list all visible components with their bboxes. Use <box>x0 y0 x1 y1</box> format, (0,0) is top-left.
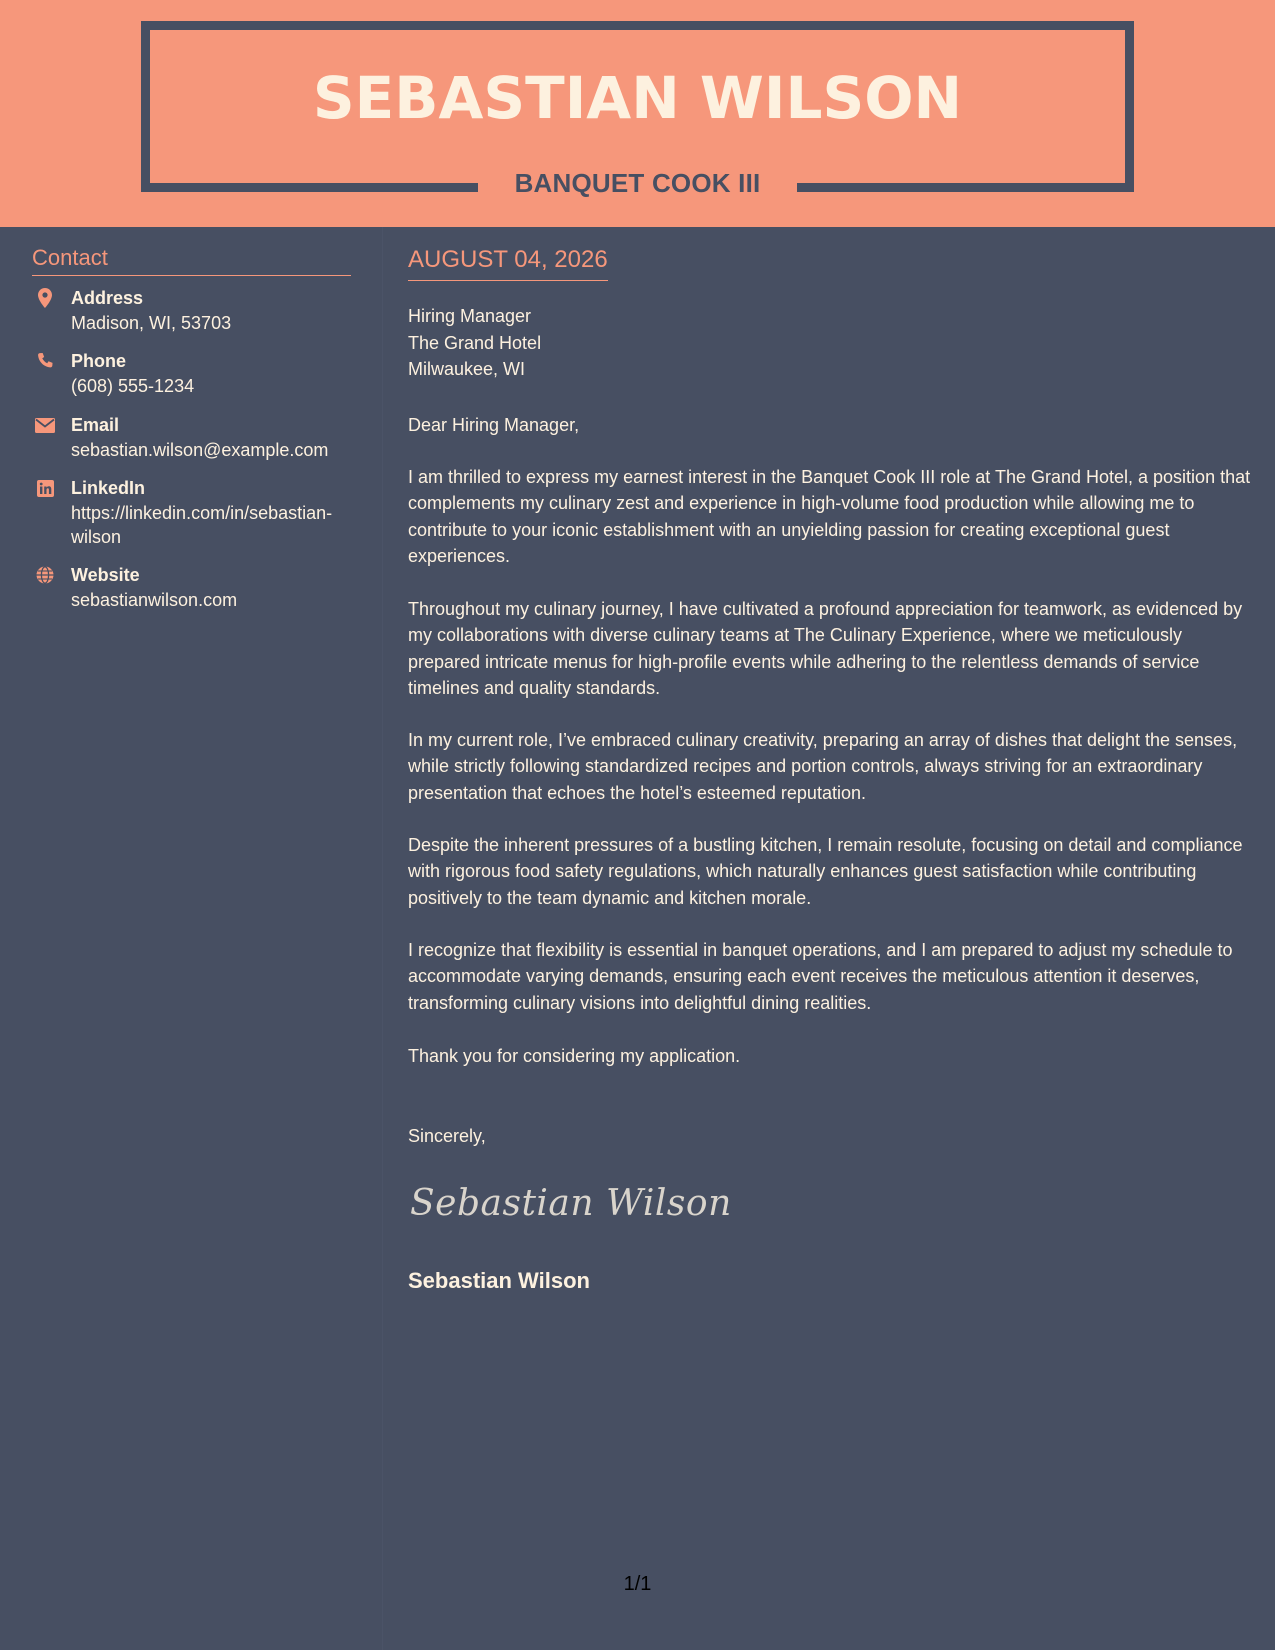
website-value[interactable]: sebastianwilson.com <box>71 590 238 610</box>
phone-label: Phone <box>71 351 127 371</box>
body-paragraph: In my current role, I’ve embraced culinary creativity, preparing an array of dishes that delight the senses, while strictly following standardized recipes and portion controls, always striving for an extraordinary presentation that echoes the hotel’s esteemed reputation. <box>408 730 1238 803</box>
body-paragraph: Despite the inherent pressures of a bustling kitchen, I remain resolute, focusing on detail and compliance with rigorous food safety regulations, which naturally enhances guest satisfaction while contributing positively to the team dynamic and kitchen morale. <box>408 835 1243 908</box>
applicant-name: SEBASTIAN WILSON <box>312 64 963 132</box>
body-paragraph: I am thrilled to express my earnest interest in the Banquet Cook III role at The Grand Hotel, a position that complements my culinary zest and experience in high-volume food production while allowing me to contribute to your iconic establishment with an unyielding passion for creating exceptional guest experiences. <box>408 467 1251 567</box>
linkedin-value[interactable]: https://linkedin.com/in/sebastianwilson <box>71 503 333 547</box>
signer-name: Sebastian Wilson <box>408 1268 590 1293</box>
body-paragraph: I recognize that flexibility is essential in banquet operations, and I am prepared to adjust my schedule to accommodate varying demands, ensuring each event receives the meticulous attention it deserves, transforming culinary visions into delightful dining realities. <box>408 940 1233 1013</box>
recipient-line: Milwaukee, WI <box>408 359 526 379</box>
globe-icon <box>32 565 58 585</box>
linkedin-icon <box>32 478 58 498</box>
recipient-block <box>408 303 1253 383</box>
linkedin-label: LinkedIn <box>71 478 146 498</box>
email-value[interactable]: sebastian.wilson@example.com <box>71 440 329 460</box>
recipient-line: The Grand Hotel <box>408 332 542 353</box>
page-number: 1/1 <box>623 1573 652 1595</box>
envelope-icon <box>32 415 58 435</box>
email-label: Email <box>71 415 120 435</box>
sign-off: Sincerely, <box>408 1126 486 1146</box>
body-paragraph: Throughout my culinary journey, I have cultivated a profound appreciation for teamwork, as evidenced by my collaborations with diverse culinary teams at The Culinary Experience, where we meticulously prepared intricate menus for high-profile events while adhering to the relentless demands of service timelines and quality standards. <box>408 599 1243 699</box>
job-title: BANQUET COOK III <box>514 168 761 198</box>
letter-date: AUGUST 04, 2026 <box>408 245 608 281</box>
address-label: Address <box>71 288 144 308</box>
contact-heading: Contact <box>32 244 351 276</box>
address-value: Madison, WI, 53703 <box>71 313 232 333</box>
salutation: Dear Hiring Manager, <box>408 415 580 435</box>
website-label: Website <box>71 565 140 585</box>
phone-icon <box>32 351 58 371</box>
handwritten-signature: Sebastian Wilson <box>410 1183 732 1224</box>
map-pin-icon <box>32 288 58 308</box>
closing-thanks: Thank you for considering my application. <box>408 1046 741 1066</box>
recipient-line: Hiring Manager <box>408 306 532 326</box>
phone-value: (608) 555-1234 <box>71 376 195 396</box>
